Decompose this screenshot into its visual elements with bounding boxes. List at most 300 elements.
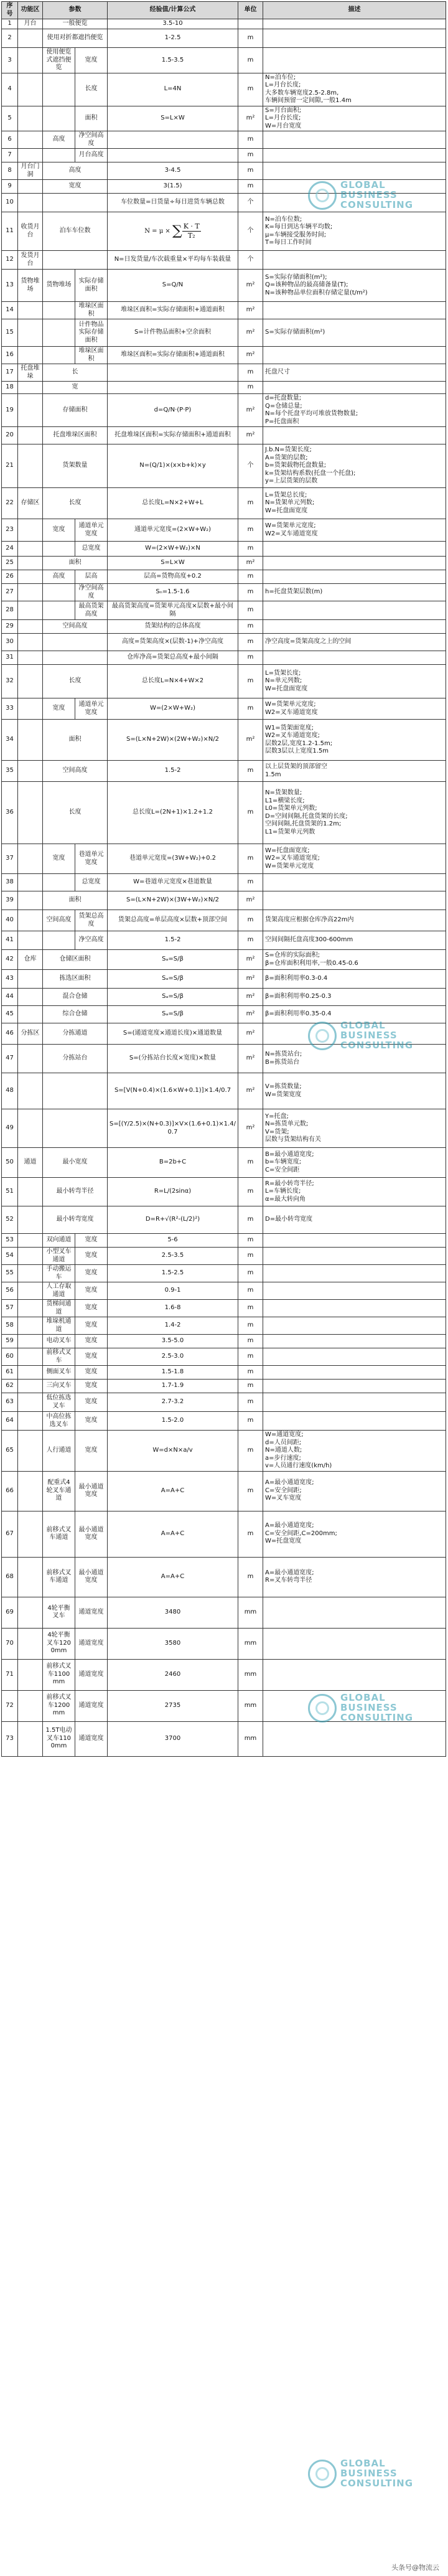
- cell-desc: S=仓库的实际面积; β=仓库面积利用率,一般0.45-0.6: [263, 950, 446, 970]
- table-row: [2, 601, 446, 620]
- cell-desc: β=面积利用率0.35-0.4: [263, 1006, 446, 1023]
- cell-zone: [18, 1412, 43, 1431]
- cell-no: 44: [2, 989, 18, 1006]
- cell-param: 空间高度: [43, 910, 75, 931]
- cell-unit: m²: [238, 891, 263, 910]
- cell-subparam: 总宽度: [75, 874, 108, 891]
- cell-param: 前移式叉车: [43, 1348, 75, 1366]
- cell-value: [108, 149, 238, 162]
- cell-zone: [18, 782, 43, 844]
- cell-zone: [18, 194, 43, 212]
- cell-desc: [263, 1380, 446, 1393]
- cell-value: Sₐ=S/β: [108, 970, 238, 989]
- cell-unit: m²: [238, 394, 263, 427]
- cell-unit: m: [238, 162, 263, 180]
- cell-param: 综合仓储: [43, 1006, 108, 1023]
- cell-desc: W=托盘面宽度; W2=叉车通道宽度; W=货架单元宽度: [263, 844, 446, 874]
- globe-logo-icon: [308, 2460, 337, 2488]
- table-row: [2, 931, 446, 950]
- cell-unit: m²: [238, 720, 263, 761]
- cell-param: 4轮平衡叉车: [43, 1597, 75, 1628]
- cell-zone: [18, 620, 43, 634]
- cell-zone: [18, 444, 43, 488]
- cell-value: N=(Q/1)×(x×b+k)×y: [108, 444, 238, 488]
- table-row: [2, 1348, 446, 1366]
- cell-param: 高度: [43, 162, 108, 180]
- cell-param: 空间高度: [43, 620, 108, 634]
- table-row: [2, 1045, 446, 1073]
- cell-value: 2.5-3.0: [108, 1348, 238, 1366]
- cell-unit: mm: [238, 1597, 263, 1628]
- cell-param: 前移式叉车1100mm: [43, 1659, 75, 1690]
- cell-unit: m: [238, 180, 263, 194]
- table-row: [2, 131, 446, 149]
- cell-zone: [18, 761, 43, 782]
- table-row: [2, 950, 446, 970]
- table-row: [2, 651, 446, 665]
- cell-unit: m: [238, 1511, 263, 1557]
- cell-desc: A=最小通道宽度; R=叉车转弯半径: [263, 1557, 446, 1597]
- cell-zone: [18, 989, 43, 1006]
- table-row: [2, 212, 446, 251]
- cell-no: 15: [2, 319, 18, 347]
- cell-desc: S=实际存储面积(m²); Q=该种物品的最高储备量(T); N=该种物品单位面积存储定量(t/m²): [263, 270, 446, 302]
- cell-desc: [263, 29, 446, 48]
- cell-value: 1.5-2.0: [108, 1412, 238, 1431]
- cell-no: 18: [2, 382, 18, 394]
- cell-value: 0.9-1: [108, 1282, 238, 1300]
- cell-unit: m: [238, 651, 263, 665]
- cell-no: 58: [2, 1317, 18, 1335]
- cell-unit: m: [238, 1317, 263, 1335]
- table-row: [2, 874, 446, 891]
- cell-subparam: 通道单元宽度: [75, 519, 108, 542]
- cell-unit: m: [238, 1234, 263, 1248]
- cell-value: S=(L×N+2W)×(3W+W₂)×N/2: [108, 891, 238, 910]
- cell-param: 高度: [43, 131, 75, 149]
- footer-credit: 头条号@物流云: [391, 2564, 439, 2572]
- cell-zone: 月台: [18, 19, 43, 29]
- cell-param: 使用对折都遮挡便览: [43, 29, 108, 48]
- cell-no: 8: [2, 162, 18, 180]
- cell-param: 宽度: [43, 844, 75, 874]
- cell-zone: [18, 1659, 43, 1690]
- cell-value: S=(L×N+2W)×(2W+W₂)×N/2: [108, 720, 238, 761]
- cell-param: 手动搬运车: [43, 1265, 75, 1282]
- cell-param: [43, 542, 75, 557]
- cell-desc: Y=托盘; N=拣货单元数; V=货架; 层数与货架结构有关: [263, 1109, 446, 1148]
- cell-unit: m: [238, 1431, 263, 1472]
- table-row: [2, 270, 446, 302]
- cell-desc: [263, 620, 446, 634]
- cell-no: 16: [2, 347, 18, 364]
- cell-subparam: 宽度: [75, 1366, 108, 1380]
- cell-desc: [263, 1628, 446, 1659]
- cell-zone: [18, 665, 43, 698]
- table-row: [2, 149, 446, 162]
- cell-zone: [18, 73, 43, 106]
- cell-unit: mm: [238, 1659, 263, 1690]
- table-row: [2, 1023, 446, 1045]
- cell-zone: [18, 1045, 43, 1073]
- table-row: [2, 488, 446, 519]
- cell-unit: m²: [238, 427, 263, 444]
- cell-param: 一般便览: [43, 19, 108, 29]
- table-row: [2, 584, 446, 601]
- cell-desc: W=货架单元宽度; W2=叉车通道宽度: [263, 519, 446, 542]
- cell-unit: mm: [238, 1690, 263, 1721]
- cell-zone: [18, 1317, 43, 1335]
- cell-param: 使用便览式遮挡便览: [43, 48, 75, 73]
- cell-no: 47: [2, 1045, 18, 1073]
- cell-desc: [263, 19, 446, 29]
- cell-no: 31: [2, 651, 18, 665]
- cell-subparam: 最小通道宽度: [75, 1511, 108, 1557]
- cell-desc: [263, 180, 446, 194]
- cell-unit: m: [238, 665, 263, 698]
- table-row: [2, 1690, 446, 1721]
- cell-value: D=R+√(R²-(L/2)²): [108, 1206, 238, 1234]
- cell-unit: m: [238, 1348, 263, 1366]
- cell-value: [108, 131, 238, 149]
- cell-unit: m: [238, 364, 263, 382]
- cell-unit: m²: [238, 106, 263, 131]
- cell-no: 6: [2, 131, 18, 149]
- cell-value: S=(分拣站台长度×宽度)×数量: [108, 1045, 238, 1073]
- cell-no: 46: [2, 1023, 18, 1045]
- cell-param: [43, 931, 75, 950]
- cell-subparam: 面积: [75, 106, 108, 131]
- table-row: [2, 910, 446, 931]
- cell-subparam: 宽度: [75, 1431, 108, 1472]
- cell-desc: D=最小转弯宽度: [263, 1206, 446, 1234]
- cell-desc: L=货架总长度; N=货架单元列数; W=托盘面宽度: [263, 488, 446, 519]
- cell-value: 3700: [108, 1721, 238, 1756]
- cell-desc: [263, 1265, 446, 1282]
- cell-desc: [263, 382, 446, 394]
- cell-zone: [18, 584, 43, 601]
- cell-no: 69: [2, 1597, 18, 1628]
- cell-value: 巷道单元宽度=(3W+W₂)+0.2: [108, 844, 238, 874]
- cell-subparam: 通道宽度: [75, 1721, 108, 1756]
- cell-param: 高度: [43, 570, 75, 584]
- table-row: [2, 180, 446, 194]
- cell-zone: [18, 1248, 43, 1265]
- table-row: [2, 1265, 446, 1282]
- cell-desc: 货架高度应根据仓库净高22m内: [263, 910, 446, 931]
- cell-desc: [263, 1248, 446, 1265]
- cell-desc: h=托盘货架层数(m): [263, 584, 446, 601]
- cell-value: R=L/(2sinα): [108, 1178, 238, 1206]
- cell-subparam: 宽度: [75, 1393, 108, 1412]
- cell-subparam: 最高货架高度: [75, 601, 108, 620]
- cell-desc: A=最小通道宽度; C=安全间距; W=叉车宽度: [263, 1471, 446, 1511]
- cell-desc: [263, 1412, 446, 1431]
- cell-zone: [18, 106, 43, 131]
- cell-param: 人行通道: [43, 1431, 75, 1472]
- cell-no: 20: [2, 427, 18, 444]
- table-row: [2, 194, 446, 212]
- cell-subparam: 长度: [75, 73, 108, 106]
- cell-unit: m: [238, 1300, 263, 1317]
- cell-zone: 托盘堆垛: [18, 364, 43, 382]
- cell-desc: W=通道宽度; d=人员间距; N=通道人数; a=步行速度; v=人员通行速度(km/h): [263, 1431, 446, 1472]
- cell-unit: m: [238, 782, 263, 844]
- cell-value: A=A+C: [108, 1471, 238, 1511]
- cell-desc: 托盘尺寸: [263, 364, 446, 382]
- cell-zone: [18, 1348, 43, 1366]
- cell-unit: m: [238, 620, 263, 634]
- cell-desc: d=托盘数量; Q=仓储总量; N=每个托盘平均可堆放货物数量; P=托盘面积: [263, 394, 446, 427]
- cell-desc: [263, 874, 446, 891]
- cell-subparam: 实际存储面积: [75, 270, 108, 302]
- watermark: GLOBAL BUSINESS CONSULTING: [308, 1693, 413, 1723]
- cell-value: 1.7-1.9: [108, 1380, 238, 1393]
- cell-zone: [18, 1282, 43, 1300]
- spreadsheet: [1, 1, 446, 1757]
- cell-no: 72: [2, 1690, 18, 1721]
- cell-no: 26: [2, 570, 18, 584]
- table-row: [2, 1006, 446, 1023]
- cell-param: 分拣通道: [43, 1023, 108, 1045]
- cell-param: 拣选区面积: [43, 970, 108, 989]
- cell-no: 41: [2, 931, 18, 950]
- cell-param: 宽: [43, 382, 108, 394]
- table-row: [2, 1073, 446, 1109]
- cell-no: 56: [2, 1282, 18, 1300]
- table-row: [2, 1380, 446, 1393]
- cell-zone: [18, 1597, 43, 1628]
- cell-value: d=Q/N·(P·P): [108, 394, 238, 427]
- cell-zone: 货物堆场: [18, 270, 43, 302]
- cell-zone: [18, 970, 43, 989]
- table-row: [2, 347, 446, 364]
- cell-no: 25: [2, 557, 18, 570]
- cell-param: 1.5T电动叉车1100mm: [43, 1721, 75, 1756]
- cell-value: 3-4.5: [108, 162, 238, 180]
- cell-param: 前移式叉车通道: [43, 1557, 75, 1597]
- cell-value: 托盘堆垛区面积=实际存储面积+通道面积: [108, 427, 238, 444]
- cell-param: 货架数量: [43, 444, 108, 488]
- cell-subparam: 层高: [75, 570, 108, 584]
- cell-param: [43, 251, 108, 270]
- cell-param: [43, 194, 108, 212]
- cell-value: 5-6: [108, 1234, 238, 1248]
- cell-no: 34: [2, 720, 18, 761]
- cell-zone: [18, 1721, 43, 1756]
- header-zone: 功能区: [18, 2, 43, 19]
- cell-subparam: 宽度: [75, 1234, 108, 1248]
- table-row: [2, 19, 446, 29]
- cell-param: 人工存取通道: [43, 1282, 75, 1300]
- cell-unit: m²: [238, 1045, 263, 1073]
- cell-desc: [263, 651, 446, 665]
- cell-no: 51: [2, 1178, 18, 1206]
- cell-unit: m: [238, 1265, 263, 1282]
- cell-zone: [18, 1234, 43, 1248]
- cell-no: 39: [2, 891, 18, 910]
- cell-value: S=L×W: [108, 106, 238, 131]
- cell-desc: [263, 302, 446, 319]
- table-row: [2, 1178, 446, 1206]
- cell-param: [43, 302, 75, 319]
- cell-no: 73: [2, 1721, 18, 1756]
- cell-value: B=2b+C: [108, 1148, 238, 1178]
- cell-zone: [18, 319, 43, 347]
- cell-value: 3(1.5): [108, 180, 238, 194]
- cell-param: 泊车车位数: [43, 212, 108, 251]
- cell-subparam: 月台高度: [75, 149, 108, 162]
- cell-zone: 发货月台: [18, 251, 43, 270]
- cell-param: [43, 584, 75, 601]
- cell-no: 5: [2, 106, 18, 131]
- table-row: [2, 542, 446, 557]
- cell-subparam: 通道宽度: [75, 1628, 108, 1659]
- cell-value: 总长度L=(2N+1)×1.2+1.2: [108, 782, 238, 844]
- cell-unit: m²: [238, 1023, 263, 1045]
- cell-no: 53: [2, 1234, 18, 1248]
- cell-zone: [18, 634, 43, 651]
- data-table: [1, 1, 446, 1757]
- cell-zone: [18, 394, 43, 427]
- cell-unit: m: [238, 874, 263, 891]
- cell-unit: m²: [238, 1006, 263, 1023]
- table-row: [2, 382, 446, 394]
- cell-subparam: 总宽度: [75, 542, 108, 557]
- cell-value: [108, 382, 238, 394]
- table-row: [2, 1393, 446, 1412]
- cell-desc: [263, 251, 446, 270]
- cell-zone: [18, 720, 43, 761]
- cell-desc: N=泊车位数; K=每日到达车辆平均数; μ=车辆接受服务时间; T=每日工作时间: [263, 212, 446, 251]
- cell-unit: m²: [238, 302, 263, 319]
- cell-param: 双向通道: [43, 1234, 75, 1248]
- cell-zone: [18, 1690, 43, 1721]
- cell-value: 1-2.5: [108, 29, 238, 48]
- cell-subparam: 宽度: [75, 1317, 108, 1335]
- cell-unit: m: [238, 698, 263, 720]
- cell-unit: m: [238, 931, 263, 950]
- cell-no: 19: [2, 394, 18, 427]
- cell-subparam: 计件物品实际存储面积: [75, 319, 108, 347]
- cell-param: 长度: [43, 665, 108, 698]
- cell-subparam: 宽度: [75, 1282, 108, 1300]
- cell-unit: m: [238, 761, 263, 782]
- header-unit: 单位: [238, 2, 263, 19]
- cell-desc: [263, 427, 446, 444]
- cell-desc: N=泊车位; L=月台长度; 大多数车辆宽度2.5-2.8m, 车辆间预留一定间隙,一般1.4m: [263, 73, 446, 106]
- cell-no: 70: [2, 1628, 18, 1659]
- cell-value: W=(2×W+W₂): [108, 698, 238, 720]
- cell-param: [43, 634, 108, 651]
- cell-param: 小型叉车通道: [43, 1248, 75, 1265]
- cell-subparam: 最小通道宽度: [75, 1557, 108, 1597]
- cell-no: 14: [2, 302, 18, 319]
- cell-zone: 存储区: [18, 488, 43, 519]
- cell-unit: m: [238, 1471, 263, 1511]
- table-row: [2, 1628, 446, 1659]
- cell-value: 堆垛区面积=实际存储面积+通道面积: [108, 302, 238, 319]
- table-row: [2, 1366, 446, 1380]
- cell-value: 2.5-3.5: [108, 1248, 238, 1265]
- cell-unit: m: [238, 1178, 263, 1206]
- cell-value: 1.6-8: [108, 1300, 238, 1317]
- cell-zone: [18, 1557, 43, 1597]
- table-row: [2, 570, 446, 584]
- cell-value: 1.5-2.5: [108, 1265, 238, 1282]
- cell-no: 55: [2, 1265, 18, 1282]
- cell-desc: [263, 570, 446, 584]
- cell-no: 49: [2, 1109, 18, 1148]
- table-row: [2, 557, 446, 570]
- cell-desc: [263, 1393, 446, 1412]
- cell-no: 60: [2, 1348, 18, 1366]
- cell-desc: N=拣货站台; B=拣货站台: [263, 1045, 446, 1073]
- cell-zone: [18, 651, 43, 665]
- cell-param: 最小宽度: [43, 1148, 108, 1178]
- table-row: [2, 720, 446, 761]
- cell-desc: [263, 1721, 446, 1756]
- cell-param: 中高位拣选叉车: [43, 1412, 75, 1431]
- cell-no: 2: [2, 29, 18, 48]
- table-row: [2, 1248, 446, 1265]
- cell-no: 29: [2, 620, 18, 634]
- table-row: [2, 1317, 446, 1335]
- cell-unit: m²: [238, 1073, 263, 1109]
- cell-value: 3580: [108, 1628, 238, 1659]
- cell-unit: mm: [238, 1721, 263, 1756]
- cell-unit: m: [238, 1366, 263, 1380]
- cell-param: [43, 1109, 108, 1148]
- cell-subparam: 净空高度: [75, 931, 108, 950]
- cell-param: 存储面积: [43, 394, 108, 427]
- cell-unit: m: [238, 1335, 263, 1348]
- cell-subparam: 宽度: [75, 1380, 108, 1393]
- cell-zone: [18, 131, 43, 149]
- cell-unit: m: [238, 1380, 263, 1393]
- cell-value: 最高货架高度=货架单元高度×层数+最小间隔: [108, 601, 238, 620]
- table-row: [2, 1148, 446, 1178]
- cell-param: [43, 319, 75, 347]
- cell-desc: V=拣货数量; W=货架宽度: [263, 1073, 446, 1109]
- table-row: [2, 1659, 446, 1690]
- cell-unit: m: [238, 519, 263, 542]
- cell-unit: m: [238, 73, 263, 106]
- cell-value: 车位数量=日货量÷每日进货车辆总数: [108, 194, 238, 212]
- header-desc: 描述: [263, 2, 446, 19]
- cell-unit: m: [238, 149, 263, 162]
- cell-unit: m: [238, 29, 263, 48]
- table-row: [2, 519, 446, 542]
- cell-subparam: 堆垛区面积: [75, 302, 108, 319]
- cell-param: 面积: [43, 720, 108, 761]
- table-row: [2, 1471, 446, 1511]
- cell-zone: 分拣区: [18, 1023, 43, 1045]
- cell-value: 通道单元宽度=(2×W+W₂): [108, 519, 238, 542]
- cell-value: S=[V(N+0.4)×(1.6×W+0.1)]×1.4/0.7: [108, 1073, 238, 1109]
- cell-zone: [18, 1393, 43, 1412]
- cell-no: 10: [2, 194, 18, 212]
- cell-no: 23: [2, 519, 18, 542]
- cell-subparam: 净空间高度: [75, 584, 108, 601]
- table-row: [2, 761, 446, 782]
- cell-unit: m: [238, 601, 263, 620]
- cell-no: 28: [2, 601, 18, 620]
- cell-zone: [18, 48, 43, 73]
- table-row: [2, 1511, 446, 1557]
- cell-zone: [18, 382, 43, 394]
- cell-param: [43, 651, 108, 665]
